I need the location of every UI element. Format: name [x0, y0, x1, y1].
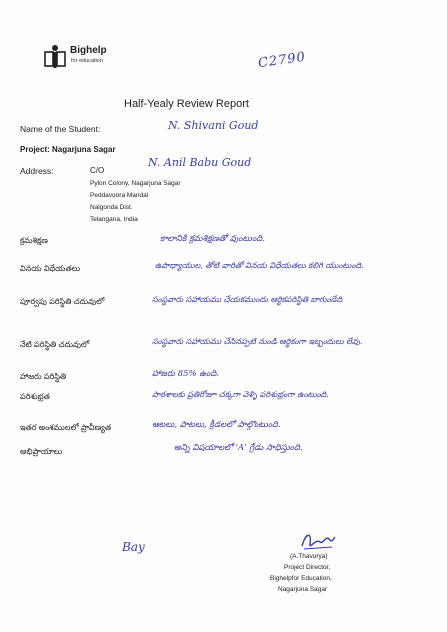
reference-number: C2790: [257, 49, 307, 72]
bighelp-logo-icon: [44, 44, 66, 70]
address-label: Address:: [20, 166, 54, 176]
left-signature: Bay: [122, 540, 145, 554]
address-line: Peddavoora Mandal: [90, 192, 149, 199]
field-label-attendance: హాజరు పరిస్థితి: [20, 372, 67, 381]
brand-name: Bighelp: [70, 45, 107, 56]
field-value-attendance: హాజరు 85% ఉంది.: [152, 369, 220, 379]
director-name: (A.Thavurya): [290, 553, 328, 560]
field-label-discipline: క్రమశిక్షణ: [20, 236, 48, 245]
field-label-opinions: అభిప్రాయాలు: [20, 447, 63, 456]
field-value-discipline: కాలానికి క్రమశిక్షణతో వుంటుంది.: [160, 234, 265, 244]
field-value-other-skills: ఆటలు, పాటలు, క్రీడలలో పాల్గొంటుంది.: [152, 420, 281, 430]
field-value-past-condition: సంస్థవారు సహాయము చేయకముందు ఆర్థికపరిస్థితి బాగుండేది: [152, 295, 343, 304]
field-label-current-condition: నేటి పరిస్థితి చదువులో: [20, 340, 90, 349]
field-value-current-condition: సంస్థవారు సహాయము చేసినప్పటి నుండి ఆర్థికంగా ఇబ్బందులు లేవు.: [152, 337, 363, 346]
field-value-cleanliness: పాఠశాలకు ప్రతిరోజూ చక్కగా వెళ్ళి పరిశుభ్రంగా ఉంటుంది.: [152, 390, 329, 399]
field-label-past-condition: పూర్వపు పరిస్థితి చదువులో: [20, 297, 105, 306]
address-line: Pylon Colony, Nagarjuna Sagar: [90, 180, 181, 187]
director-org: Bighelpfor Education,: [270, 575, 332, 582]
student-name-value: N. Shivani Goud: [168, 119, 259, 132]
address-line: Nalgonda Dist.: [90, 204, 133, 211]
address-line: Telangana, India: [90, 216, 138, 223]
director-location: Nagarjuna Sagar: [278, 586, 328, 593]
director-title: Project Director,: [284, 564, 331, 571]
field-label-other-skills: ఇతర అంశములలో ప్రావీణ్యత: [20, 423, 112, 432]
field-value-manners: ఉపాధ్యాయుల, తోటి వారితో వినయ విధేయతలు కలిగి యుంటుంది.: [155, 261, 364, 270]
student-name-label: Name of the Student:: [20, 124, 101, 134]
address-co-name: N. Anil Babu Goud: [148, 156, 252, 169]
field-label-manners: వినయ విధేయతలు: [20, 264, 81, 273]
director-signature-icon: [300, 528, 336, 554]
page-title: Half-Yealy Review Report: [124, 98, 249, 110]
brand-tagline: for education: [71, 58, 103, 64]
field-value-opinions: అన్ని విషయాలలో 'A' గ్రేడు సాధిస్తుంది.: [174, 443, 303, 453]
project-label: Project: Nagarjuna Sagar: [20, 145, 116, 154]
field-label-cleanliness: పరిశుభ్రత: [20, 392, 50, 401]
address-co-label: C/O: [90, 166, 105, 175]
